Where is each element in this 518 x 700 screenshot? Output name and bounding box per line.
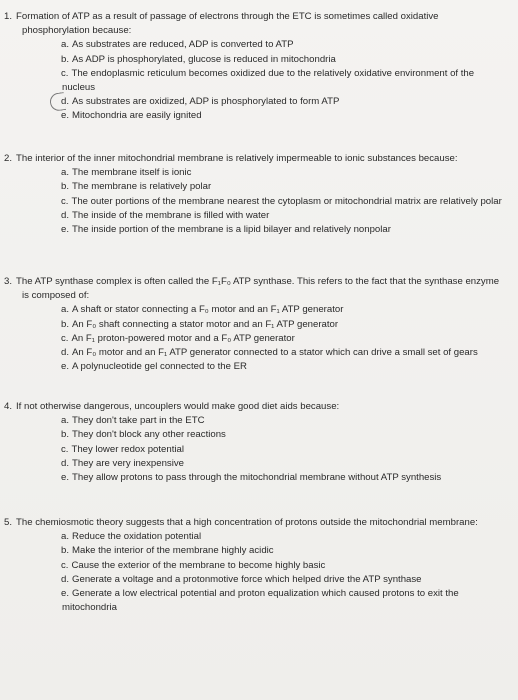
option-letter: b. xyxy=(61,545,70,557)
option-letter: e. xyxy=(61,110,70,122)
question-2 xyxy=(0,152,518,237)
option-text: As substrates are reduced, ADP is converted to ATP xyxy=(72,39,294,51)
option-text: As substrates are oxidized, ADP is phosphorylated to form ATP xyxy=(72,96,340,108)
option-a xyxy=(0,38,518,52)
option-c xyxy=(0,559,518,573)
question-stem: 4. If not otherwise dangerous, uncouplers would make good diet aids because: xyxy=(4,401,340,412)
option-letter: d. xyxy=(61,209,70,221)
option-a xyxy=(0,303,518,317)
option-b xyxy=(0,318,518,332)
option-text: An F₁ proton-powered motor and a F₀ ATP generator xyxy=(71,332,295,344)
option-text: The outer portions of the membrane nearest the cytoplasm or mitochondrial matrix are relatively polar xyxy=(71,195,502,207)
question-stem: 5. The chemiosmotic theory suggests that a high concentration of protons outside the mitochondrial membrane: xyxy=(4,517,478,528)
option-text: They lower redox potential xyxy=(71,443,184,455)
option-b xyxy=(0,180,518,194)
option-letter: a. xyxy=(61,531,70,543)
question-text: Formation of ATP as a result of passage of electrons through the ETC is sometimes called oxidative phosphorylation because: xyxy=(16,11,439,37)
option-text: They are very inexpensive xyxy=(72,457,184,469)
option-b xyxy=(0,428,518,442)
question-3 xyxy=(0,275,518,374)
option-text: Mitochondria are easily ignited xyxy=(72,110,202,122)
option-c xyxy=(0,443,518,457)
option-letter: a. xyxy=(61,39,70,51)
option-a xyxy=(0,166,518,180)
option-d xyxy=(0,95,518,109)
option-d xyxy=(0,346,518,360)
option-e xyxy=(0,360,518,374)
question-4 xyxy=(0,400,518,485)
option-letter: c. xyxy=(61,443,69,455)
question-stem: 2. The interior of the inner mitochondrial membrane is relatively impermeable to ionic substances because: xyxy=(4,153,458,164)
option-b xyxy=(0,544,518,558)
option-letter: d. xyxy=(61,347,70,359)
option-c xyxy=(0,332,518,346)
question-stem: 1. Formation of ATP as a result of passage of electrons through the ETC is sometimes called oxidative phosphorylation because: xyxy=(4,11,439,37)
option-d xyxy=(0,457,518,471)
question-1 xyxy=(0,10,518,124)
question-text: The interior of the inner mitochondrial membrane is relatively impermeable to ionic substances because: xyxy=(16,153,458,164)
question-stem: 3. The ATP synthase complex is often called the F₁F₀ ATP synthase. This refers to the fact that the synthase enzyme is composed of: xyxy=(4,276,500,302)
option-text: Reduce the oxidation potential xyxy=(72,531,202,543)
option-text: Generate a voltage and a protonmotive force which helped drive the ATP synthase xyxy=(72,573,422,585)
option-c xyxy=(0,195,518,209)
option-e xyxy=(0,223,518,237)
option-text: The endoplasmic reticulum becomes oxidized due to the relatively oxidative environment of the nucleus xyxy=(62,67,475,94)
option-text: They don't block any other reactions xyxy=(72,429,226,441)
options-list xyxy=(0,166,518,237)
option-c xyxy=(0,67,518,95)
option-letter: e. xyxy=(61,588,70,600)
option-letter: e. xyxy=(61,472,70,484)
option-e xyxy=(0,587,518,615)
option-letter: d. xyxy=(61,457,70,469)
option-text: The membrane is relatively polar xyxy=(72,181,212,193)
option-text: An F₀ motor and an F₁ ATP generator connected to a stator which can drive a small set of gears xyxy=(72,347,478,359)
option-text: The membrane itself is ionic xyxy=(72,167,192,179)
option-d xyxy=(0,573,518,587)
option-a xyxy=(0,530,518,544)
option-letter: b. xyxy=(61,181,70,193)
question-text: If not otherwise dangerous, uncouplers would make good diet aids because: xyxy=(16,401,340,412)
options-list xyxy=(0,414,518,485)
option-text: An F₀ shaft connecting a stator motor and an F₁ ATP generator xyxy=(72,318,339,330)
option-text: They allow protons to pass through the mitochondrial membrane without ATP synthesis xyxy=(72,472,442,484)
option-d xyxy=(0,209,518,223)
option-letter: a. xyxy=(61,415,70,427)
options-list xyxy=(0,530,518,615)
option-letter: c. xyxy=(61,559,69,571)
option-text: A polynucleotide gel connected to the ER xyxy=(72,361,247,373)
option-letter: e. xyxy=(61,224,70,236)
option-text: As ADP is phosphorylated, glucose is reduced in mitochondria xyxy=(72,53,336,65)
option-letter: a. xyxy=(61,304,70,316)
option-text: They don't take part in the ETC xyxy=(72,415,205,427)
option-text: Make the interior of the membrane highly acidic xyxy=(72,545,274,557)
option-b xyxy=(0,53,518,67)
option-text: Generate a low electrical potential and proton equalization which caused protons to exit the mitochondria xyxy=(62,588,459,614)
option-e xyxy=(0,109,518,123)
question-text: The ATP synthase complex is often called the F₁F₀ ATP synthase. This refers to the fact that the synthase enzyme is composed of: xyxy=(16,276,500,302)
options-list xyxy=(0,38,518,123)
option-e xyxy=(0,471,518,485)
option-letter: d. xyxy=(61,573,70,585)
question-text: The chemiosmotic theory suggests that a high concentration of protons outside the mitochondrial membrane: xyxy=(16,517,478,528)
option-letter: b. xyxy=(61,318,70,330)
option-letter: e. xyxy=(61,361,70,373)
options-list xyxy=(0,303,518,374)
option-text: Cause the exterior of the membrane to become highly basic xyxy=(71,559,326,571)
option-text: The inside of the membrane is filled with water xyxy=(72,209,270,221)
option-letter: c. xyxy=(61,332,69,344)
option-letter: a. xyxy=(61,167,70,179)
option-letter: b. xyxy=(61,429,70,441)
option-letter: b. xyxy=(61,53,70,65)
option-letter: c. xyxy=(61,67,69,79)
option-letter: c. xyxy=(61,195,69,207)
option-text: The inside portion of the membrane is a lipid bilayer and relatively nonpolar xyxy=(72,224,391,236)
option-text: A shaft or stator connecting a F₀ motor and an F₁ ATP generator xyxy=(72,304,344,316)
option-a xyxy=(0,414,518,428)
question-5 xyxy=(0,516,518,615)
option-letter: d. xyxy=(61,96,70,108)
